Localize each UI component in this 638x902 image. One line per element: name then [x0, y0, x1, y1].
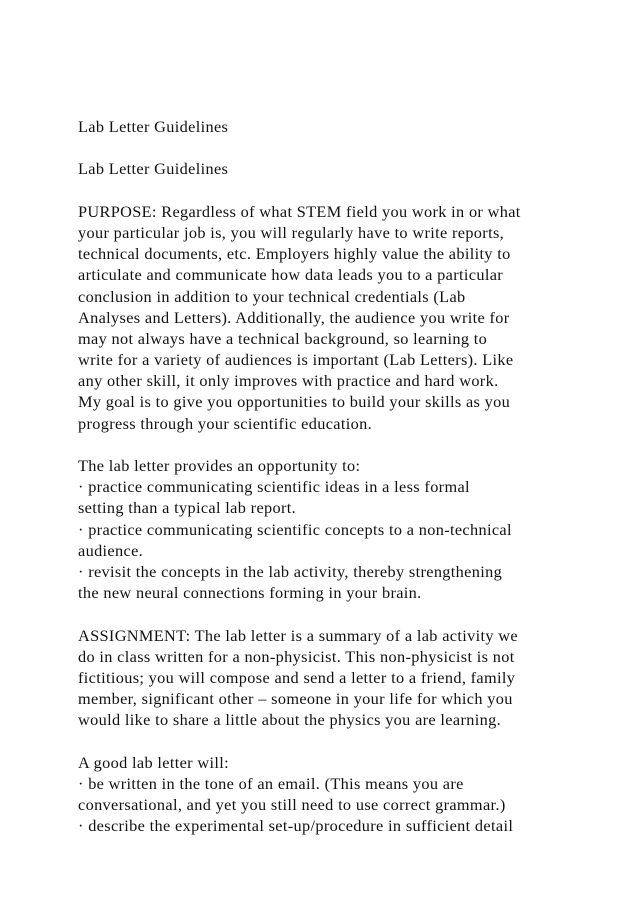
text-line: may not always have a technical background, so learning to	[78, 328, 488, 348]
spacer	[78, 603, 568, 624]
spacer	[78, 434, 568, 455]
text-line: any other skill, it only improves with practice and hard work.	[78, 371, 499, 391]
text-line: articulate and communicate how data leads you to a particular	[78, 265, 504, 285]
text-line: progress through your scientific education.	[78, 413, 373, 433]
document-body	[78, 116, 568, 836]
bullet-line: · practice communicating scientific ideas in a less formal	[78, 477, 470, 497]
text-line: member, significant other – someone in your life for which you	[78, 689, 513, 709]
purpose-paragraph	[78, 201, 568, 434]
good-letter-paragraph	[78, 752, 568, 837]
spacer	[78, 730, 568, 751]
text-line: your particular job is, you will regularly have to write reports,	[78, 222, 505, 242]
document-title: Lab Letter Guidelines	[78, 117, 229, 136]
bullet-line: · describe the experimental set-up/procedure in sufficient detail	[78, 816, 514, 836]
text-line: conversational, and yet you still need to use correct grammar.)	[78, 795, 506, 814]
spacer	[78, 180, 568, 201]
assignment-paragraph	[78, 625, 568, 731]
text-line: conclusion in addition to your technical credentials (Lab	[78, 286, 466, 306]
text-line: do in class written for a non-physicist. This non-physicist is not	[78, 646, 515, 666]
text-line: My goal is to give you opportunities to build your skills as you	[78, 392, 511, 412]
text-line: Analyses and Letters). Additionally, the audience you write for	[78, 307, 510, 327]
opportunity-paragraph	[78, 455, 568, 603]
text-line: setting than a typical lab report.	[78, 498, 297, 518]
bullet-line: · practice communicating scientific concepts to a non-technical	[78, 519, 512, 539]
text-line: would like to share a little about the physics you are learning.	[78, 710, 501, 730]
text-line: The lab letter provides an opportunity to:	[78, 456, 361, 475]
spacer	[78, 137, 568, 158]
bullet-line: · be written in the tone of an email. (This means you are	[78, 773, 464, 793]
text-line: technical documents, etc. Employers highly value the ability to	[78, 244, 511, 264]
text-line: write for a variety of audiences is important (Lab Letters). Like	[78, 350, 514, 370]
text-line: audience.	[78, 540, 144, 560]
text-line: the new neural connections forming in your brain.	[78, 583, 422, 603]
text-line: fictitious; you will compose and send a letter to a friend, family	[78, 667, 516, 687]
text-line: ASSIGNMENT: The lab letter is a summary of a lab activity we	[78, 625, 518, 645]
text-line: A good lab letter will:	[78, 752, 229, 772]
document-subtitle: Lab Letter Guidelines	[78, 159, 229, 179]
text-line: PURPOSE: Regardless of what STEM field you work in or what	[78, 201, 521, 221]
bullet-line: · revisit the concepts in the lab activity, thereby strengthening	[78, 561, 503, 581]
